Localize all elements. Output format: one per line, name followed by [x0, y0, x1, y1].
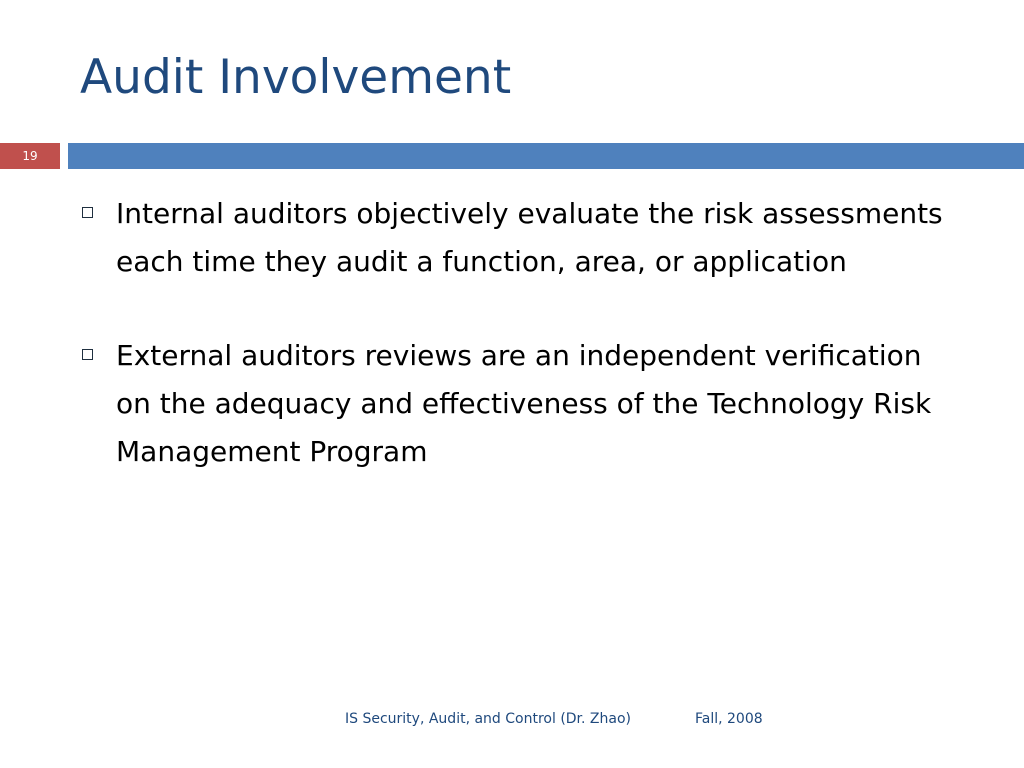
bullet-text: Internal auditors objectively evaluate the risk assessments each time they audit a function, area, or application [116, 197, 943, 278]
slide-number: 19 [0, 143, 60, 169]
bullet-list [82, 190, 962, 522]
footer [0, 711, 1024, 731]
bullet-text: External auditors reviews are an independent verification on the adequacy and effectiveness of the Technology Risk Management Program [116, 339, 932, 468]
footer-date: Fall, 2008 [695, 711, 763, 727]
slide-title: Audit Involvement [80, 50, 512, 105]
accent-bar [68, 143, 1024, 169]
footer-course: IS Security, Audit, and Control (Dr. Zhao) [345, 711, 632, 727]
hollow-square-icon [82, 207, 93, 218]
hollow-square-icon [82, 349, 93, 360]
bullet-item [82, 332, 962, 476]
bullet-item [82, 190, 962, 286]
